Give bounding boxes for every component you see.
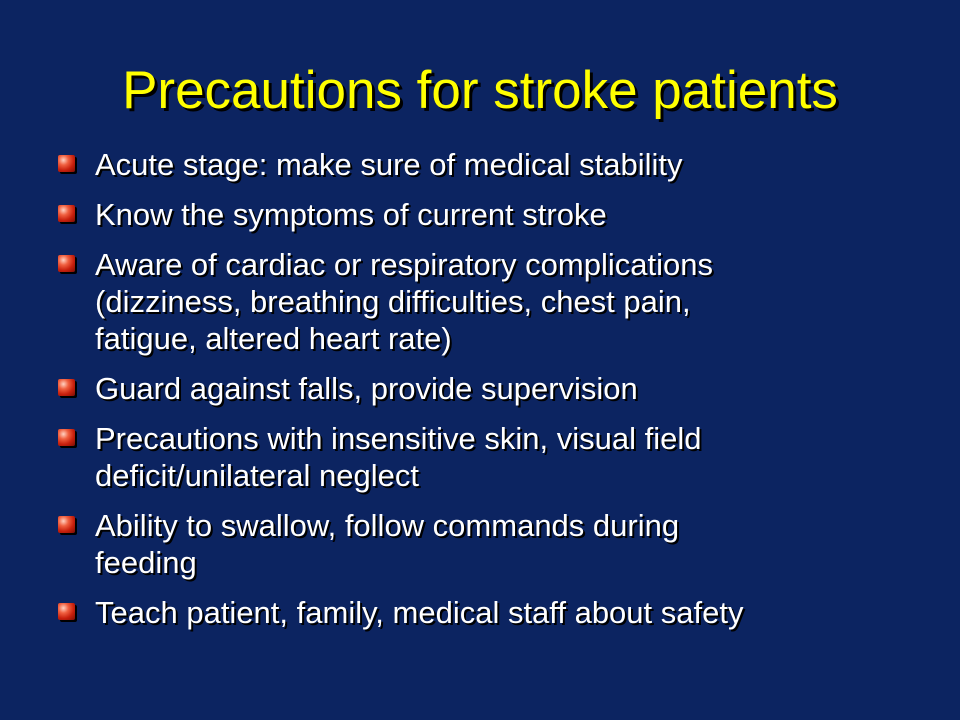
red-square-bullet-icon — [58, 155, 75, 172]
bullet-line: Teach patient, family, medical staff about safety — [95, 595, 744, 630]
red-square-bullet-icon — [58, 603, 75, 620]
slide-title: Precautions for stroke patients — [122, 61, 838, 120]
bullet-line: Ability to swallow, follow commands during — [95, 508, 680, 543]
bullet-item — [58, 146, 938, 183]
bullet-item — [58, 370, 938, 407]
bullet-line: deficit/unilateral neglect — [95, 458, 419, 493]
bullet-list — [58, 146, 938, 644]
bullet-item — [58, 196, 938, 233]
bullet-line: Acute stage: make sure of medical stability — [95, 147, 683, 182]
bullet-line: Aware of cardiac or respiratory complications — [95, 247, 713, 282]
bullet-line: Know the symptoms of current stroke — [95, 197, 607, 232]
bullet-line: (dizziness, breathing difficulties, chest pain, — [95, 284, 691, 319]
bullet-line: feeding — [95, 545, 197, 580]
red-square-bullet-icon — [58, 379, 75, 396]
bullet-line: Guard against falls, provide supervision — [95, 371, 638, 406]
red-square-bullet-icon — [58, 255, 75, 272]
bullet-line: fatigue, altered heart rate) — [95, 321, 452, 356]
red-square-bullet-icon — [58, 429, 75, 446]
red-square-bullet-icon — [58, 205, 75, 222]
bullet-item — [58, 246, 938, 357]
bullet-line: Precautions with insensitive skin, visual field — [95, 421, 702, 456]
bullet-item — [58, 420, 938, 494]
bullet-item — [58, 507, 938, 581]
red-square-bullet-icon — [58, 516, 75, 533]
bullet-item — [58, 594, 938, 631]
